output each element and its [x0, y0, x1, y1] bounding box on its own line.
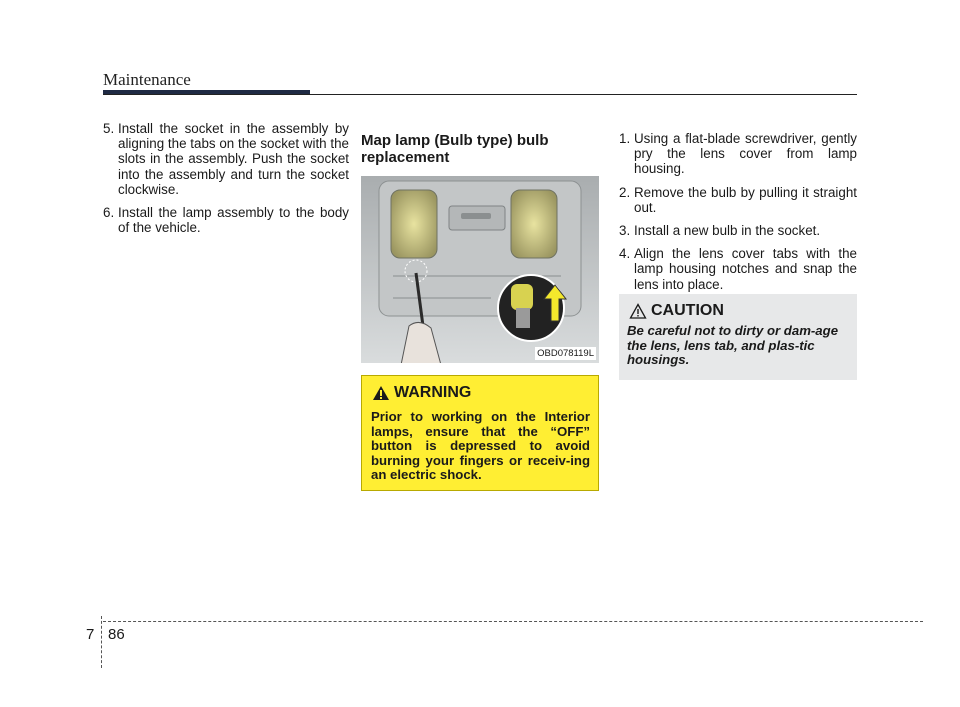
step-item — [619, 185, 857, 215]
step-text: Using a flat-blade screwdriver, gently pry the lens cover from lamp housing. — [634, 131, 857, 177]
step-number: 4. — [619, 246, 631, 262]
step-item — [619, 246, 857, 292]
step-text: Align the lens cover tabs with the lamp housing notches and snap the lens into place. — [634, 246, 857, 292]
step-item — [619, 131, 857, 177]
caution-text: Be careful not to dirty or dam-age the lens, lens tab, and plas-tic housings. — [627, 323, 839, 368]
step-item — [619, 223, 857, 238]
middle-column — [361, 133, 599, 363]
step-text: Install a new bulb in the socket. — [634, 223, 821, 239]
right-column — [619, 131, 857, 300]
step-item — [103, 205, 349, 235]
caution-title: CAUTION — [651, 302, 724, 319]
page-header-title: Maintenance — [103, 70, 191, 89]
step-item — [103, 121, 349, 197]
map-lamp-illustration — [361, 176, 599, 363]
warning-text: Prior to working on the Interior lamps, ensure that the “OFF” button is depressed to avoid burning your fingers or receiv-ing an electric shock. — [371, 409, 590, 483]
caution-header — [629, 302, 724, 320]
page-number: 86 — [108, 626, 125, 643]
footer-rule — [103, 621, 923, 622]
chapter-number: 7 — [86, 626, 95, 643]
warning-box — [361, 375, 599, 491]
caution-icon — [629, 303, 647, 319]
warning-title: WARNING — [394, 384, 472, 401]
footer-divider — [101, 616, 102, 668]
left-column — [103, 121, 349, 243]
warning-header — [372, 384, 471, 402]
caution-box — [619, 294, 857, 380]
step-number: 1. — [619, 131, 631, 146]
warning-icon — [372, 385, 390, 401]
step-number: 3. — [619, 223, 631, 239]
map-lamp-figure — [361, 176, 599, 363]
step-number: 2. — [619, 184, 631, 200]
header-rule — [103, 94, 857, 95]
figure-code: OBD078119L — [537, 348, 594, 359]
step-text: Remove the bulb by pulling it straight out. — [634, 184, 857, 215]
step-number: 6. — [103, 205, 115, 221]
step-text: Install the lamp assembly to the body of the vehicle. — [118, 205, 349, 236]
section-title: Map lamp (Bulb type) bulb replacement — [361, 132, 549, 166]
step-number: 5. — [103, 121, 115, 136]
step-text: Install the socket in the assembly by aligning the tabs on the socket with the slots in the assembly. Push the socket into the assembly and turn the socket clockwise. — [118, 121, 349, 197]
